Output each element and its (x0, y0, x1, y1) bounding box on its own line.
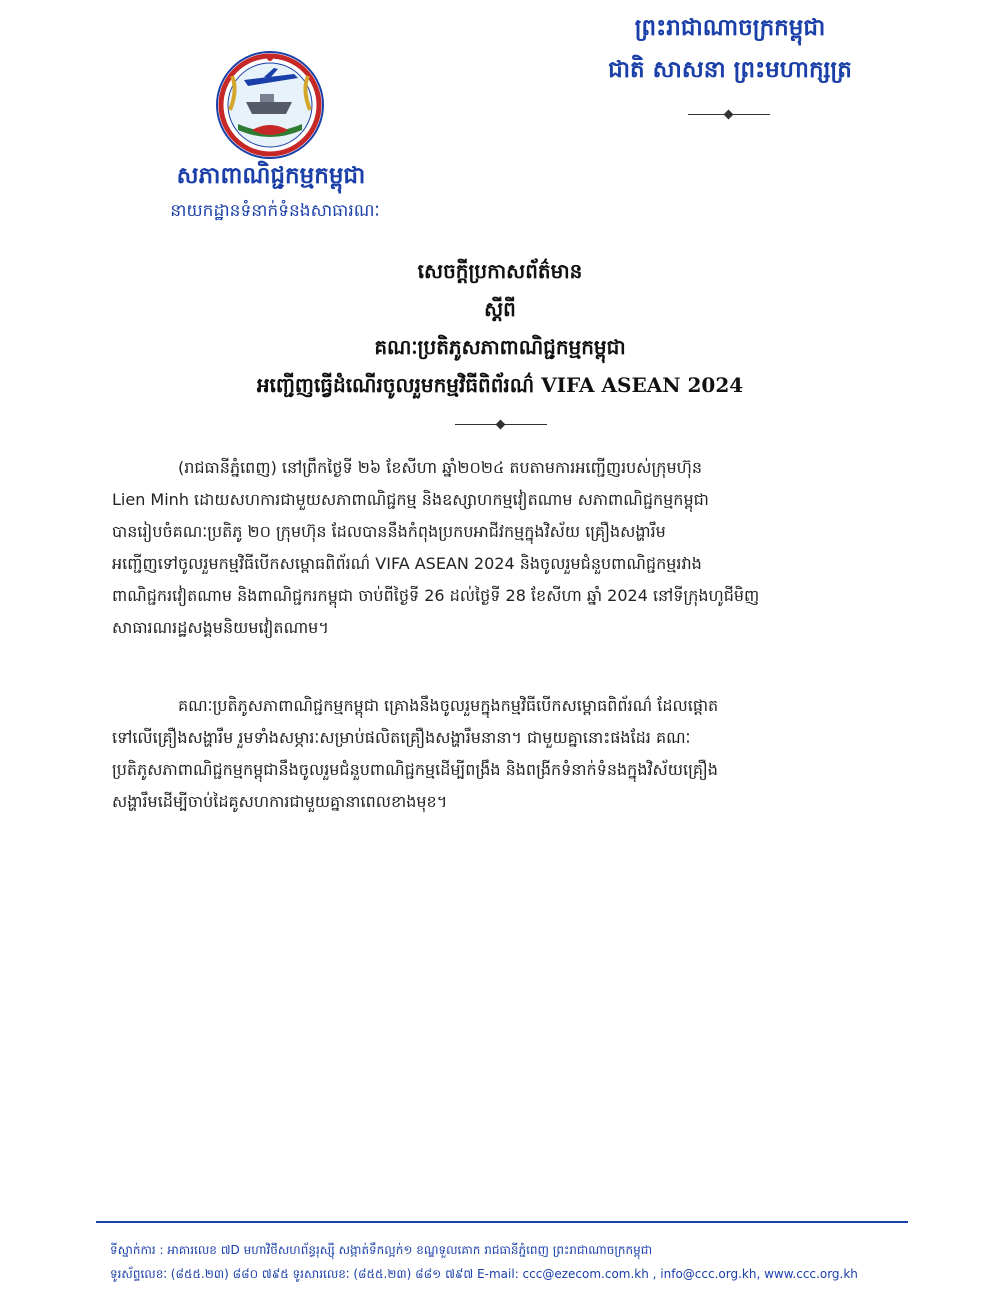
paragraph-line: Lien Minh ដោយសហការជាមួយសភាពាណិជ្ជកម្ម និងឧស្សាហកម្មវៀតណាម សភាពាណិជ្ជកម្មកម្ពុជា (112, 490, 709, 509)
body-paragraph-2 (112, 690, 912, 818)
footer-address: ទីស្នាក់ការ : អាគារលេខ ៧D មហាវិថីសហព័ន្ធរុស្ស៊ី សង្កាត់ទឹកល្អក់១ ខណ្ឌទួលគោក រាជធានីភ្នំពេញ ព្រះរាជាណាចក្រកម្ពុជា (110, 1243, 653, 1257)
paragraph-line: បានរៀបចំគណៈប្រតិភូ ២០ ក្រុមហ៊ុន ដែលបាននឹងកំពុងប្រកបអាជីវកម្មក្នុងវិស័យ គ្រឿងសង្ហារឹម (112, 522, 666, 541)
kingdom-heading: ព្រះរាជាណាចក្រកម្ពុជា (634, 14, 826, 41)
department-name: នាយកដ្ឋានទំនាក់ទំនងសាធារណៈ (170, 201, 380, 221)
organization-name: សភាពាណិជ្ជកម្មកម្ពុជា (176, 162, 366, 189)
title-event: អញ្ជើញធ្វើដំណើរចូលរួមកម្មវិធីពិព័រណ៌ VIFA ASEAN 2024 (256, 373, 744, 397)
footer-divider (96, 1221, 908, 1223)
chamber-logo-emblem (208, 50, 332, 160)
paragraph-line: (រាជធានីភ្នំពេញ) នៅព្រឹកថ្ងៃទី ២៦ ខែសីហា ឆ្នាំ២០២៤ តបតាមការអញ្ជើញរបស់ក្រុមហ៊ុន (178, 458, 703, 477)
paragraph-line: ពាណិជ្ជករវៀតណាម និងពាណិជ្ជករកម្ពុជា ចាប់ពីថ្ងៃទី 26 ដល់ថ្ងៃទី 28 ខែសីហា ឆ្នាំ 2024 នៅទីក្រុងហូជីមិញ (112, 586, 760, 605)
body-paragraph-1 (112, 452, 912, 644)
title-delegation: គណៈប្រតិភូសភាពាណិជ្ជកម្មកម្ពុជា (374, 335, 626, 359)
paragraph-line: សង្ហារឹមដើម្បីចាប់ដៃគូសហការជាមួយគ្នានាពេលខាងមុខ។ (112, 792, 448, 811)
motto-divider-ornament (688, 110, 770, 120)
footer-contact: ទូរស័ព្ទលេខៈ (៨៥៥.២៣) ៨៨០ ៧៩៥ ទូរសារលេខៈ (៨៥៥.២៣) ៨៨១ ៧៩៧ E-mail: ccc@ezecom.com.kh , info@ccc.org.kh, www.ccc.org.kh (110, 1267, 858, 1281)
paragraph-line: ប្រតិភូសភាពាណិជ្ជកម្មកម្ពុជានឹងចូលរួមជំនួបពាណិជ្ជកម្មដើម្បីពង្រឹង និងពង្រីកទំនាក់ទំនងក្នុងវិស័យគ្រឿង (112, 760, 718, 779)
paragraph-line: សាធារណរដ្ឋសង្គមនិយមវៀតណាម។ (112, 618, 329, 637)
paragraph-line: ទៅលើគ្រឿងសង្ហារឹម រួមទាំងសម្ភារៈសម្រាប់ផលិតគ្រឿងសង្ហារឹមនានា។ ជាមួយគ្នានោះផងដែរ គណៈ (112, 728, 691, 747)
title-divider-ornament (455, 420, 547, 430)
title-subject-label: ស្តីពី (484, 297, 516, 321)
announcement-title: សេចក្តីប្រកាសព័ត៌មាន (417, 259, 583, 283)
paragraph-line: គណៈប្រតិភូសភាពាណិជ្ជកម្មកម្ពុជា គ្រោងនឹងចូលរួមក្នុងកម្មវិធីបើកសម្ពោធពិព័រណ៌ ដែលផ្តោត (178, 696, 719, 715)
national-motto: ជាតិ សាសនា ព្រះមហាក្សត្រ (608, 56, 852, 83)
paragraph-line: អញ្ជើញទៅចូលរួមកម្មវិធីបើកសម្ពោធពិព័រណ៌ VIFA ASEAN 2024 និងចូលរួមជំនួបពាណិជ្ជកម្មរវាង (112, 554, 702, 573)
